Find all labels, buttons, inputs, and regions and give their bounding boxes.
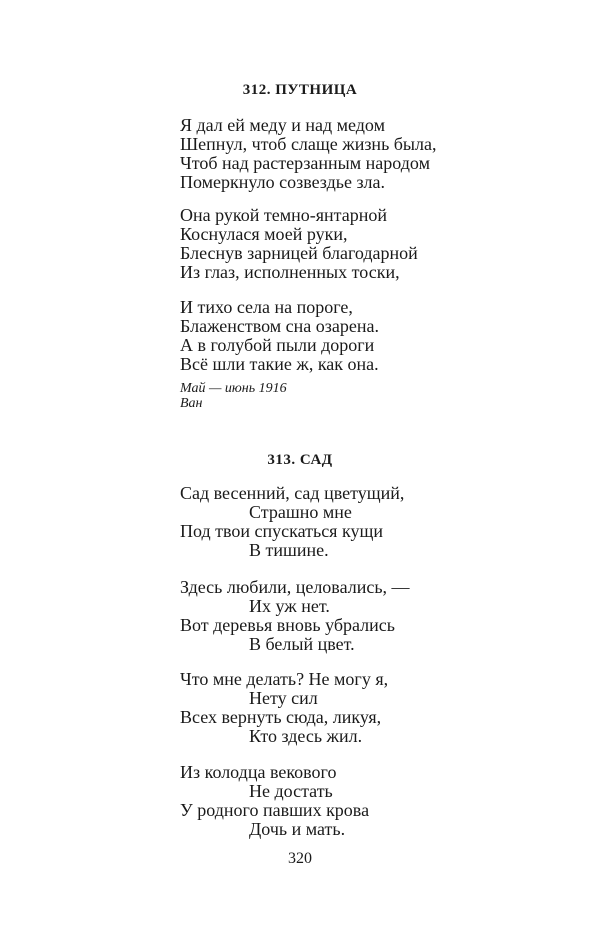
poem-title: 312. ПУТНИЦА	[242, 82, 358, 98]
verse-line: У родного павших крова	[180, 800, 370, 820]
verse-line: Блаженством сна озарена.	[180, 316, 379, 336]
verse-line: Я дал ей меду и над медом	[180, 115, 385, 135]
poem-date: Май — июнь 1916	[180, 381, 287, 396]
verse-line: Страшно мне	[249, 502, 352, 522]
verse-line: Коснулася моей руки,	[180, 224, 348, 244]
stanza	[180, 206, 418, 282]
verse-line: Она рукой темно-янтарной	[180, 205, 387, 225]
verse-line: Блеснув зарницей благодарной	[180, 243, 418, 263]
verse-line: Их уж нет.	[249, 596, 330, 616]
verse-line: Дочь и мать.	[249, 819, 346, 839]
verse-line: Померкнуло созвездье зла.	[180, 172, 386, 192]
stanza	[180, 484, 404, 560]
stanza	[180, 298, 379, 374]
verse-line: Всех вернуть сюда, ликуя,	[180, 707, 382, 727]
verse-line: Из колодца векового	[180, 762, 337, 782]
page-number: 320	[288, 850, 312, 867]
verse-line: Не достать	[249, 781, 333, 801]
verse-line: Под твои спускаться кущи	[180, 521, 383, 541]
poem-place: Ван	[180, 396, 203, 411]
stanza	[180, 578, 410, 654]
verse-line: Вот деревья вновь убрались	[180, 615, 395, 635]
verse-line: В белый цвет.	[249, 634, 355, 654]
verse-line: В тишине.	[249, 540, 329, 560]
verse-line: Из глаз, исполненных тоски,	[180, 262, 400, 282]
poem-dateline	[180, 381, 287, 411]
verse-line: Сад весенний, сад цветущий,	[180, 483, 405, 503]
verse-line: Здесь любили, целовались, —	[180, 577, 410, 597]
poem-title: 313. САД	[267, 452, 333, 468]
verse-line: Всё шли такие ж, как она.	[180, 354, 379, 374]
verse-line: Чтоб над растерзанным народом	[180, 153, 430, 173]
stanza	[180, 670, 388, 746]
stanza	[180, 763, 369, 839]
stanza	[180, 116, 437, 192]
verse-line: Кто здесь жил.	[249, 726, 363, 746]
verse-line: Нету сил	[249, 688, 318, 708]
verse-line: А в голубой пыли дороги	[180, 335, 375, 355]
verse-line: Что мне делать? Не могу я,	[180, 669, 389, 689]
verse-line: Шепнул, чтоб слаще жизнь была,	[180, 134, 437, 154]
verse-line: И тихо села на пороге,	[180, 297, 353, 317]
